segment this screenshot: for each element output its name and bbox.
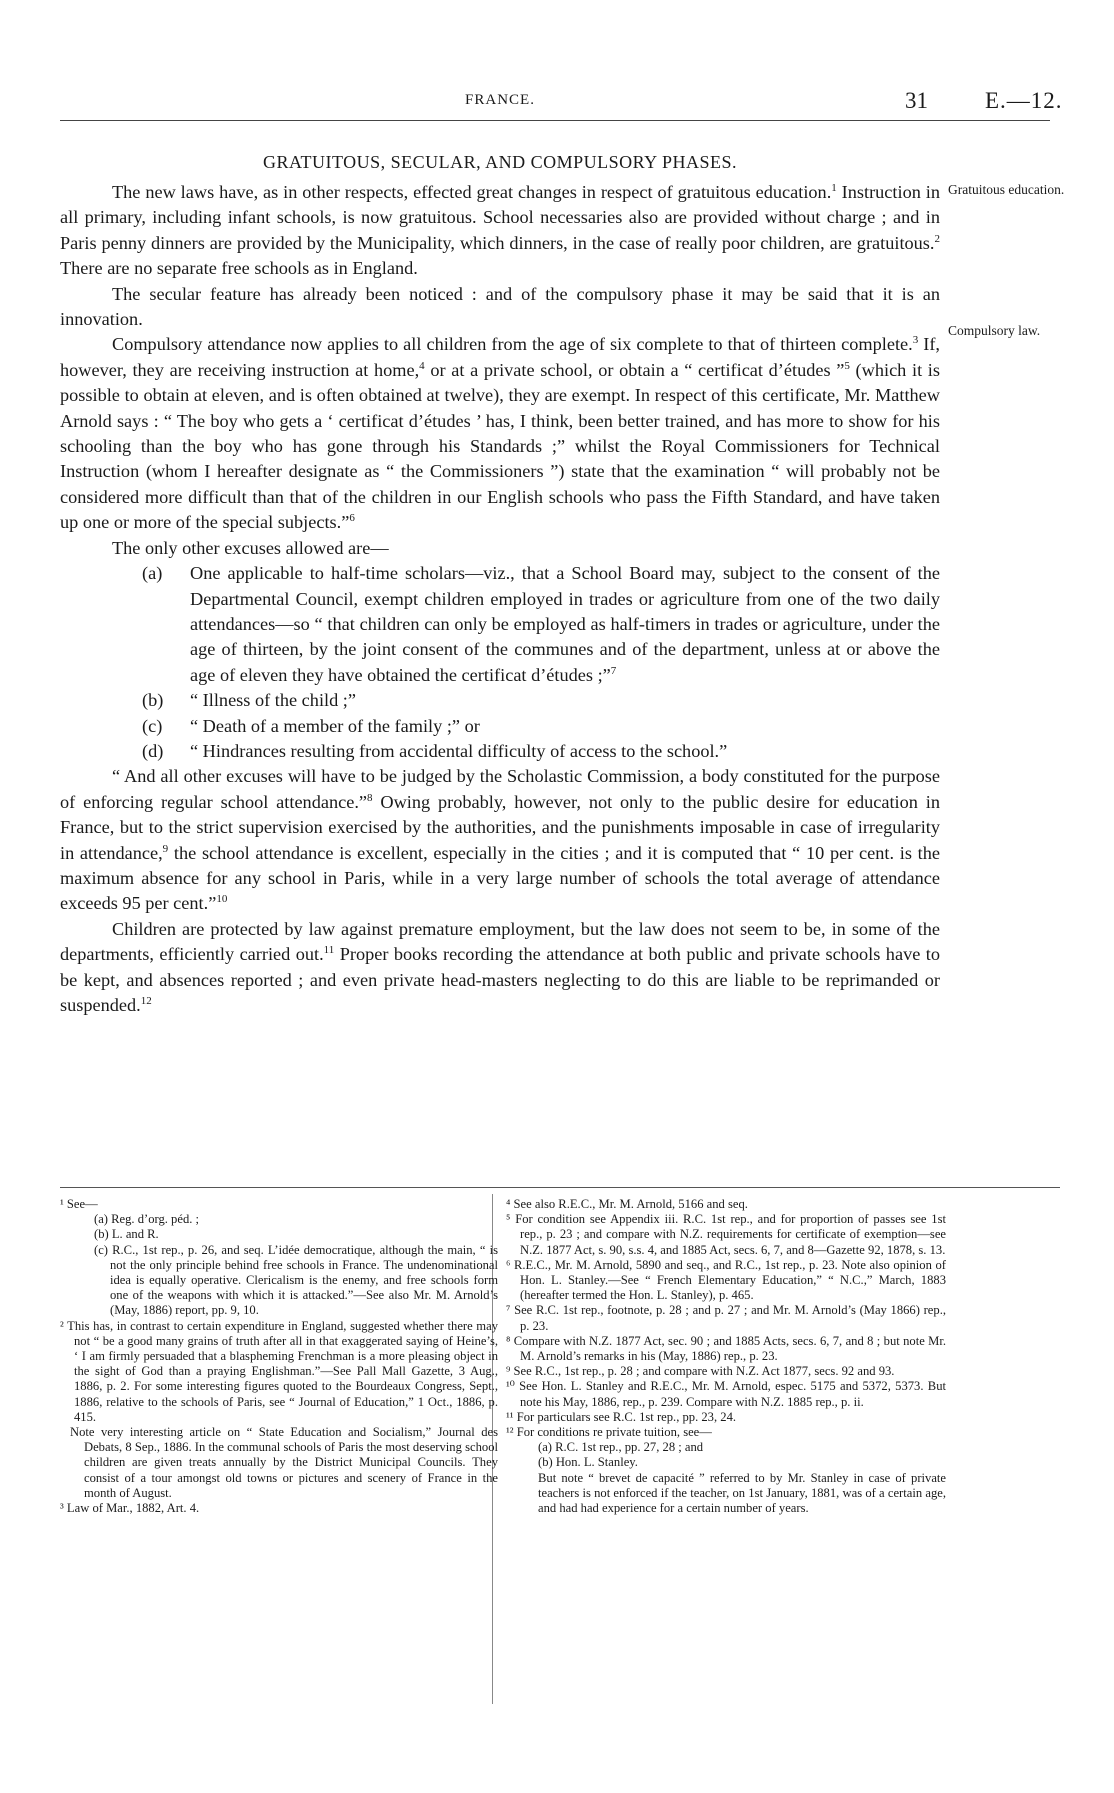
footnote: ⁸ Compare with N.Z. 1877 Act, sec. 90 ; and 1885 Acts, secs. 6, 7, and 8 ; but note Mr. M. Arnold’s remarks in his (May, 1886) rep., p. 23. [506, 1333, 946, 1364]
page-number: 31 [905, 88, 928, 113]
main-text [60, 180, 940, 1018]
footnote: (c) R.C., 1st rep., p. 26, and seq. L’idée democratique, although the main, “ is not the only principle behind free schools in France. The undenominational idea is equally operative. Clericalism is the enemy, and free schools form one of the weapons with which it is attacked.”—See also Mr. M. Arnold’s (May, 1886) report, pp. 9, 10. [94, 1242, 498, 1318]
paragraph: Children are protected by law against premature employment, but the law does not seem to be, in some of the departments, efficiently carried out.$^{11}$ Proper books recording the attendance at both public and private schools have to be kept, and absences reported ; and even private head-masters neglecting to do this are liable to be reprimanded or suspended.$^{12}$ [60, 918, 940, 1015]
footnote: (b) L. and R. [94, 1227, 159, 1242]
footnote: Note very interesting article on “ State Education and Socialism,” Journal des Debats, 8 Sep., 1886. In the communal schools of Paris the most deserving school children are given treats annually by the District Municipal Councils. They consist of a tour amongst old towns or pictures and scenery of France in the month of August. [70, 1425, 498, 1500]
paragraph: The secular feature has already been noticed : and of the compulsory phase it may be said that it is an innovation. [60, 283, 940, 330]
footnote: ⁴ See also R.E.C., Mr. M. Arnold, 5166 and seq. [506, 1197, 748, 1211]
list-item: (c) “ Death of a member of the family ;” or [142, 715, 480, 736]
document-code: E.—12. [985, 88, 1063, 113]
list-item: (b) “ Illness of the child ;” [142, 690, 357, 711]
list-item: (d) “ Hindrances resulting from accidental difficulty of access to the school.” [142, 740, 728, 761]
footnote: But note “ brevet de capacité ” referred to by Mr. Stanley in case of private teachers is not enforced if the teacher, on 1st January, 1881, was of a certain age, and had had experience for a certain number of years. [538, 1470, 946, 1516]
footnotes-right-column [506, 1197, 946, 1516]
footnote: ⁵ For condition see Appendix iii. R.C. 1st rep., and for proportion of passes see 1st rep., p. 23 ; and compare with N.Z. requirements for certificate of exemption—see N.Z. 1877 Act, s. 90, s.s. 4, and 1885 Act, secs. 6, 7, and 8—Gazette 92, 1878, s. 13. [506, 1212, 946, 1257]
paragraph: “ And all other excuses will have to be judged by the Scholastic Commission, a body constituted for the purpose of enforcing regular school attendance.”$^8$ Owing probably, however, not only to the public desire for education in France, but to the strict supervision exercised by the authorities, and the punishments imposable in case of irregularity in attendance,$^9$ the school attendance is excellent, especially in the cities ; and it is computed that “ 10 per cent. is the maximum absence for any school in Paris, while in a very large number of schools the total average of attendance exceeds 95 per cent.”$^{10}$ [60, 766, 941, 914]
list-item: (a) One applicable to half-time scholars—viz., that a School Board may, subject to the consent of the Departmental Council, exempt children employed in trades or agriculture from one of the two daily attendances—so “ that children can only be employed as half-timers in trades or agriculture, under the age of thirteen, by the joint consent of the communes and of the department, unless at or above the age of eleven they have obtained the certificat d’études ;”$^7$ [142, 563, 940, 685]
footnote: (a) R.C. 1st rep., pp. 27, 28 ; and [538, 1440, 704, 1455]
paragraph: Compulsory attendance now applies to all children from the age of six complete to that of thirteen complete.$^3$ If, however, they are receiving instruction at home,$^4$ or at a private school, or obtain a “ certificat d’études ”$^5$ (which it is possible to obtain at eleven, and is often obtained at twelve), they are exempt. In respect of this certificate, Mr. Matthew Arnold says : “ The boy who gets a ‘ certificat d’études ’ has, I think, been better trained, and has more to show for his schooling than the boy who has gone through his Standards ;” whilst the Royal Commissioners for Technical Instruction (whom I hereafter designate as “ the Commissioners ”) state that the examination “ will probably not be considered more difficult than that of the children in our English schools who pass the Fifth Standard, and have taken up one or more of the special subjects.”$^6$ [60, 334, 941, 533]
footnote: ¹ See— [60, 1197, 98, 1211]
footnote: (a) Reg. d’org. péd. ; [94, 1212, 200, 1227]
section-title: GRATUITOUS, SECULAR, AND COMPULSORY PHASES. [262, 152, 738, 172]
footnote: ³ Law of Mar., 1882, Art. 4. [60, 1501, 200, 1516]
footnotes-left-column [60, 1197, 498, 1516]
sidenote-gratuitous: Gratuitous education. [948, 182, 1065, 197]
header-rule [60, 120, 1050, 121]
footnote: ⁷ See R.C. 1st rep., footnote, p. 28 ; and p. 27 ; and Mr. M. Arnold’s (May 1866) rep., p. 23. [506, 1303, 946, 1333]
footnote: (b) Hon. L. Stanley. [538, 1455, 638, 1470]
footnote: ⁶ R.E.C., Mr. M. Arnold, 5890 and seq., and R.C., 1st rep., p. 23. Note also opinion of Hon. L. Stanley.—See “ French Elementary Education,” “ N.C.,” March, 1883 (hereafter termed the Hon. L. Stanley), p. 465. [506, 1257, 946, 1303]
footnote: ² This has, in contrast to certain expenditure in England, suggested whether there may not “ be a good many grains of truth after all in that exaggerated saying of Heine’s, ‘ I am firmly persuaded that a blaspheming Frenchman is a more pleasing object in the sight of God than a praying Englishman.”—See Pall Mall Gazette, 3 Aug., 1886, p. 2. For some interesting figures quoted to the Bourdeaux Congress, Sept., 1886, relative to the schools of Paris, see “ Journal of Education,” 1 Oct., 1886, p. 415. [60, 1318, 498, 1424]
footnote: ¹¹ For particulars see R.C. 1st rep., pp. 23, 24. [506, 1409, 737, 1424]
paragraph: The only other excuses allowed are— [112, 537, 389, 558]
footnote: ¹⁰ See Hon. L. Stanley and R.E.C., Mr. M. Arnold, espec. 5175 and 5372, 5373. But note his May, 1886, rep., p. 239. Compare with N.Z. 1885 rep., p. ii. [506, 1379, 946, 1409]
sidenote-compulsory: Compulsory law. [948, 323, 1041, 338]
paragraph: The new laws have, as in other respects, effected great changes in respect of gratuitous education.$^1$ Instruction in all primary, including infant schools, is now gratuitous. School necessaries also are provided without charge ; and in Paris penny dinners are provided by the Municipality, which dinners, in the case of really poor children, are gratuitous.$^2$ There are no separate free schools as in England. [60, 181, 940, 279]
footnote-rule [60, 1187, 1060, 1188]
running-header-country: FRANCE. [465, 92, 535, 108]
footnote: ⁹ See R.C., 1st rep., p. 28 ; and compare with N.Z. Act 1877, secs. 92 and 93. [506, 1364, 895, 1379]
footnote: ¹² For conditions re private tuition, see— [506, 1425, 712, 1440]
